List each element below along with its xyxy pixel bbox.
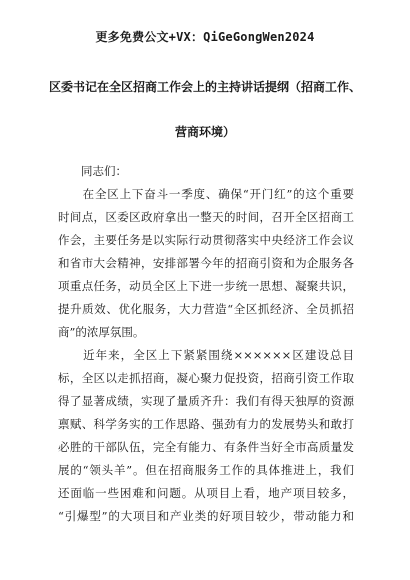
document-title-line-1: 区委书记在全区招商工作会上的主持讲话提纲（招商工作、 [48,80,361,94]
body-line: 展的“领头羊”。但在招商服务工作的具体推进上，我们 [58,463,354,477]
body-line: 和省市大会精神，安排部署今年的招商引资和为企服务各 [58,256,354,270]
body-line: “引爆型”的大项目和产业类的好项目较少，带动能力和 [58,509,354,523]
body-line: 近年来，全区上下紧紧围绕××××××区建设总目 [58,348,354,362]
body-line: 同志们： [58,164,127,178]
body-line: 商”的浓厚氛围。 [58,325,145,339]
body-line: 项重点任务，动员全区上下进一步统一思想、凝聚共识， [58,279,354,293]
document-body [58,160,354,528]
body-line: 时间点，区委区政府拿出一整天的时间，召开全区招商工 [58,210,354,224]
document-title-line-2: 营商环境） [174,125,235,139]
body-line: 必胜的干部队伍，完全有能力、有条件当好全市高质量发 [58,440,354,454]
watermark-header: 更多免费公文+VX：QiGeGongWen2024 [95,30,315,44]
body-line: 作会，主要任务是以实际行动贯彻落实中央经济工作会议 [58,233,354,247]
body-line: 还面临一些困难和问题。从项目上看，地产项目较多， [58,486,354,500]
body-line: 在全区上下奋斗一季度、确保“开门红”的这个重要 [58,187,354,201]
body-line: 提升质效、优化服务，大力营造“全区抓经济、全员抓招 [58,302,354,316]
body-line: 标，全区以走抓招商，凝心聚力促投资，招商引资工作取 [58,371,354,385]
body-line: 得了显著成绩，实现了量质齐升：我们有得天独厚的资源 [58,394,354,408]
body-line: 禀赋、科学务实的工作思路、强劲有力的发展势头和敢打 [58,417,354,431]
